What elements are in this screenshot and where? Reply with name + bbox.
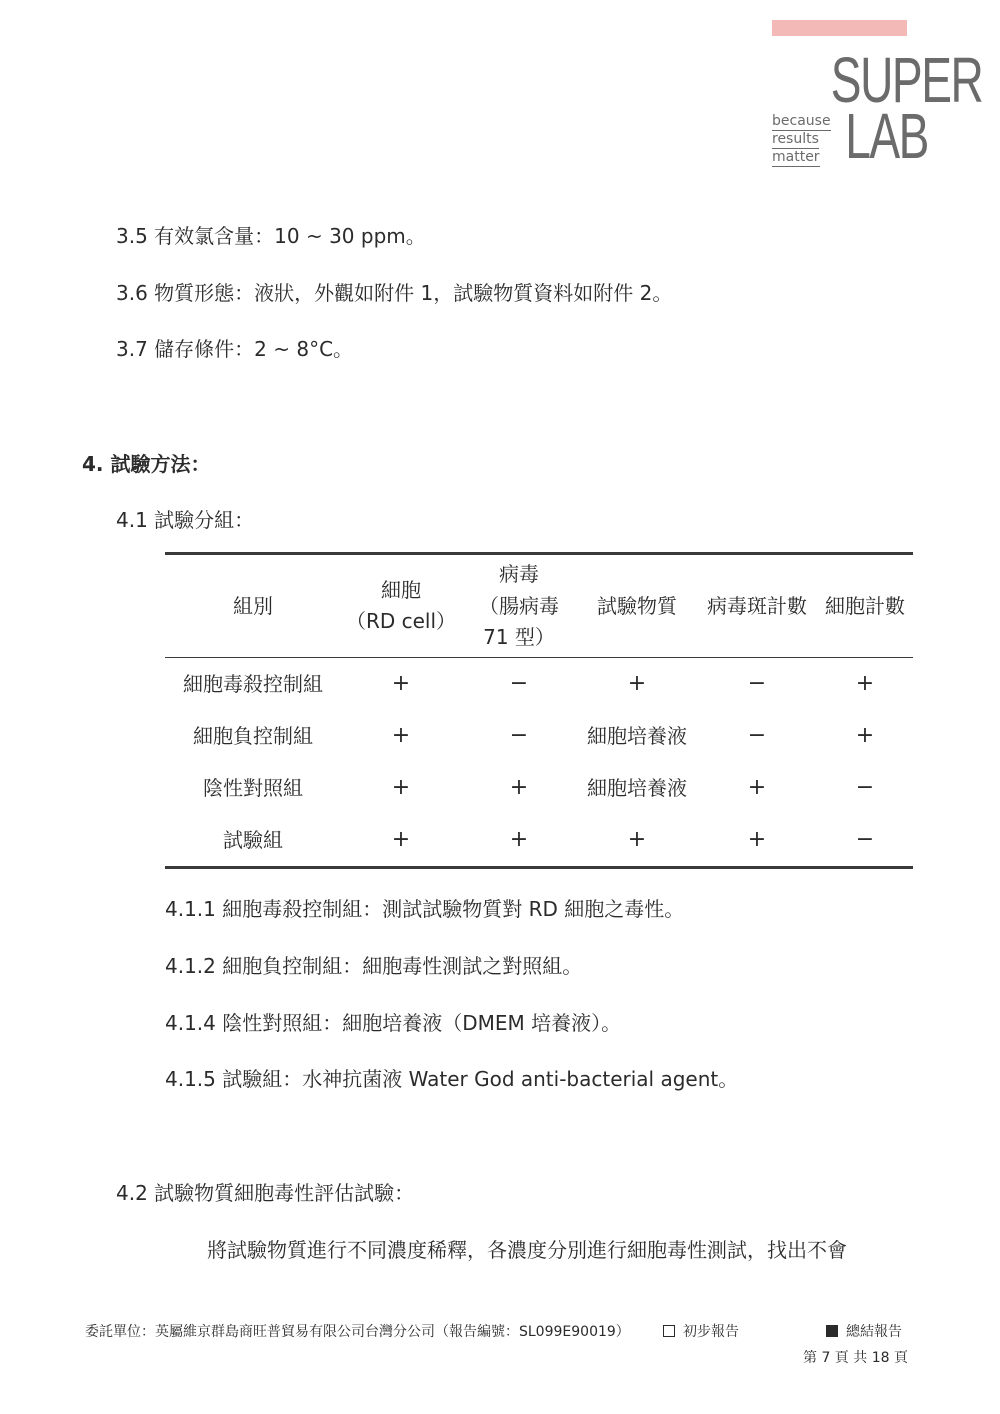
- cell-cellcount: −: [855, 827, 875, 852]
- checkbox-filled-icon: [826, 1325, 838, 1337]
- cell-group: 陰性對照組: [203, 776, 303, 800]
- footer-preliminary-label: 初步報告: [683, 1324, 739, 1340]
- footer-final: [826, 1323, 902, 1341]
- cell-virus: −: [509, 723, 529, 748]
- section-4-2-body: 將試驗物質進行不同濃度稀釋，各濃度分別進行細胞毒性測試，找出不會: [207, 1238, 847, 1262]
- header-substance: 試驗物質: [597, 594, 677, 618]
- table-row: [165, 658, 913, 710]
- logo-tagline-2: results: [772, 131, 819, 147]
- cell-virus: +: [509, 827, 529, 852]
- section-4-2: 4.2 試驗物質細胞毒性評估試驗：: [116, 1181, 415, 1205]
- cell-substance: 細胞培養液: [587, 724, 687, 748]
- logo-lab-text: LAB: [845, 100, 928, 172]
- cell-substance: +: [627, 671, 647, 696]
- section-3-6: 3.6 物質形態：液狀，外觀如附件 1，試驗物質資料如附件 2。: [116, 281, 673, 305]
- cell-group: 細胞毒殺控制組: [183, 672, 323, 696]
- header-cell-line1: 細胞: [381, 578, 421, 602]
- section-4-1-1: 4.1.1 細胞毒殺控制組：測試試驗物質對 RD 細胞之毒性。: [165, 897, 685, 921]
- footer-final-label: 總結報告: [846, 1324, 902, 1340]
- cell-group: 試驗組: [223, 828, 283, 852]
- checkbox-empty-icon: [663, 1325, 675, 1337]
- section-4-1-5: 4.1.5 試驗組：水神抗菌液 Water God anti-bacterial agent。: [165, 1067, 739, 1091]
- footer-page-number: 第 7 頁 共 18 頁: [803, 1350, 908, 1366]
- table-row: [165, 710, 913, 762]
- section-4-1-2: 4.1.2 細胞負控制組：細胞毒性測試之對照組。: [165, 954, 583, 978]
- cell-plaque: −: [747, 723, 767, 748]
- header-group: 組別: [233, 594, 273, 618]
- section-4-1: 4.1 試驗分組：: [116, 508, 255, 532]
- cell-substance: +: [627, 827, 647, 852]
- cell-virus: −: [509, 671, 529, 696]
- cell-substance: 細胞培養液: [587, 776, 687, 800]
- cell-cellcount: +: [855, 671, 875, 696]
- section-4-heading: 4. 試驗方法：: [82, 452, 211, 476]
- table-row: [165, 762, 913, 814]
- test-group-table: [165, 552, 913, 869]
- logo-accent-bar: [772, 20, 907, 36]
- cell-cellcount: −: [855, 775, 875, 800]
- cell-plaque: +: [747, 827, 767, 852]
- cell-cell: +: [391, 775, 411, 800]
- header-virus-line1: 病毒: [499, 562, 539, 586]
- cell-cell: +: [391, 827, 411, 852]
- header-cell-line2: （RD cell）: [345, 609, 457, 633]
- cell-cell: +: [391, 723, 411, 748]
- section-4-1-4: 4.1.4 陰性對照組：細胞培養液（DMEM 培養液）。: [165, 1011, 622, 1035]
- header-virus-line2: （腸病毒: [479, 594, 559, 618]
- table-bottom-rule: [165, 866, 913, 869]
- cell-virus: +: [509, 775, 529, 800]
- cell-plaque: −: [747, 671, 767, 696]
- header-cellcount: 細胞計數: [825, 594, 905, 618]
- footer-preliminary: [663, 1323, 739, 1341]
- header-virus-line3: 71 型）: [483, 625, 555, 649]
- footer-client: 委託單位：英屬維京群島商旺普貿易有限公司台灣分公司（報告編號：SL099E90019）: [85, 1324, 630, 1340]
- logo-tagline-1: because: [772, 113, 831, 129]
- table-row: [165, 814, 913, 866]
- cell-cellcount: +: [855, 723, 875, 748]
- cell-cell: +: [391, 671, 411, 696]
- section-3-5: 3.5 有效氯含量：10 ~ 30 ppm。: [116, 224, 426, 248]
- table-header: [165, 555, 913, 657]
- logo-super-text: SUPER: [830, 44, 983, 116]
- header-plaque: 病毒斑計數: [707, 594, 807, 618]
- cell-group: 細胞負控制組: [193, 724, 313, 748]
- logo-tagline-3: matter: [772, 149, 820, 165]
- cell-plaque: +: [747, 775, 767, 800]
- section-3-7: 3.7 儲存條件：2 ~ 8°C。: [116, 337, 354, 361]
